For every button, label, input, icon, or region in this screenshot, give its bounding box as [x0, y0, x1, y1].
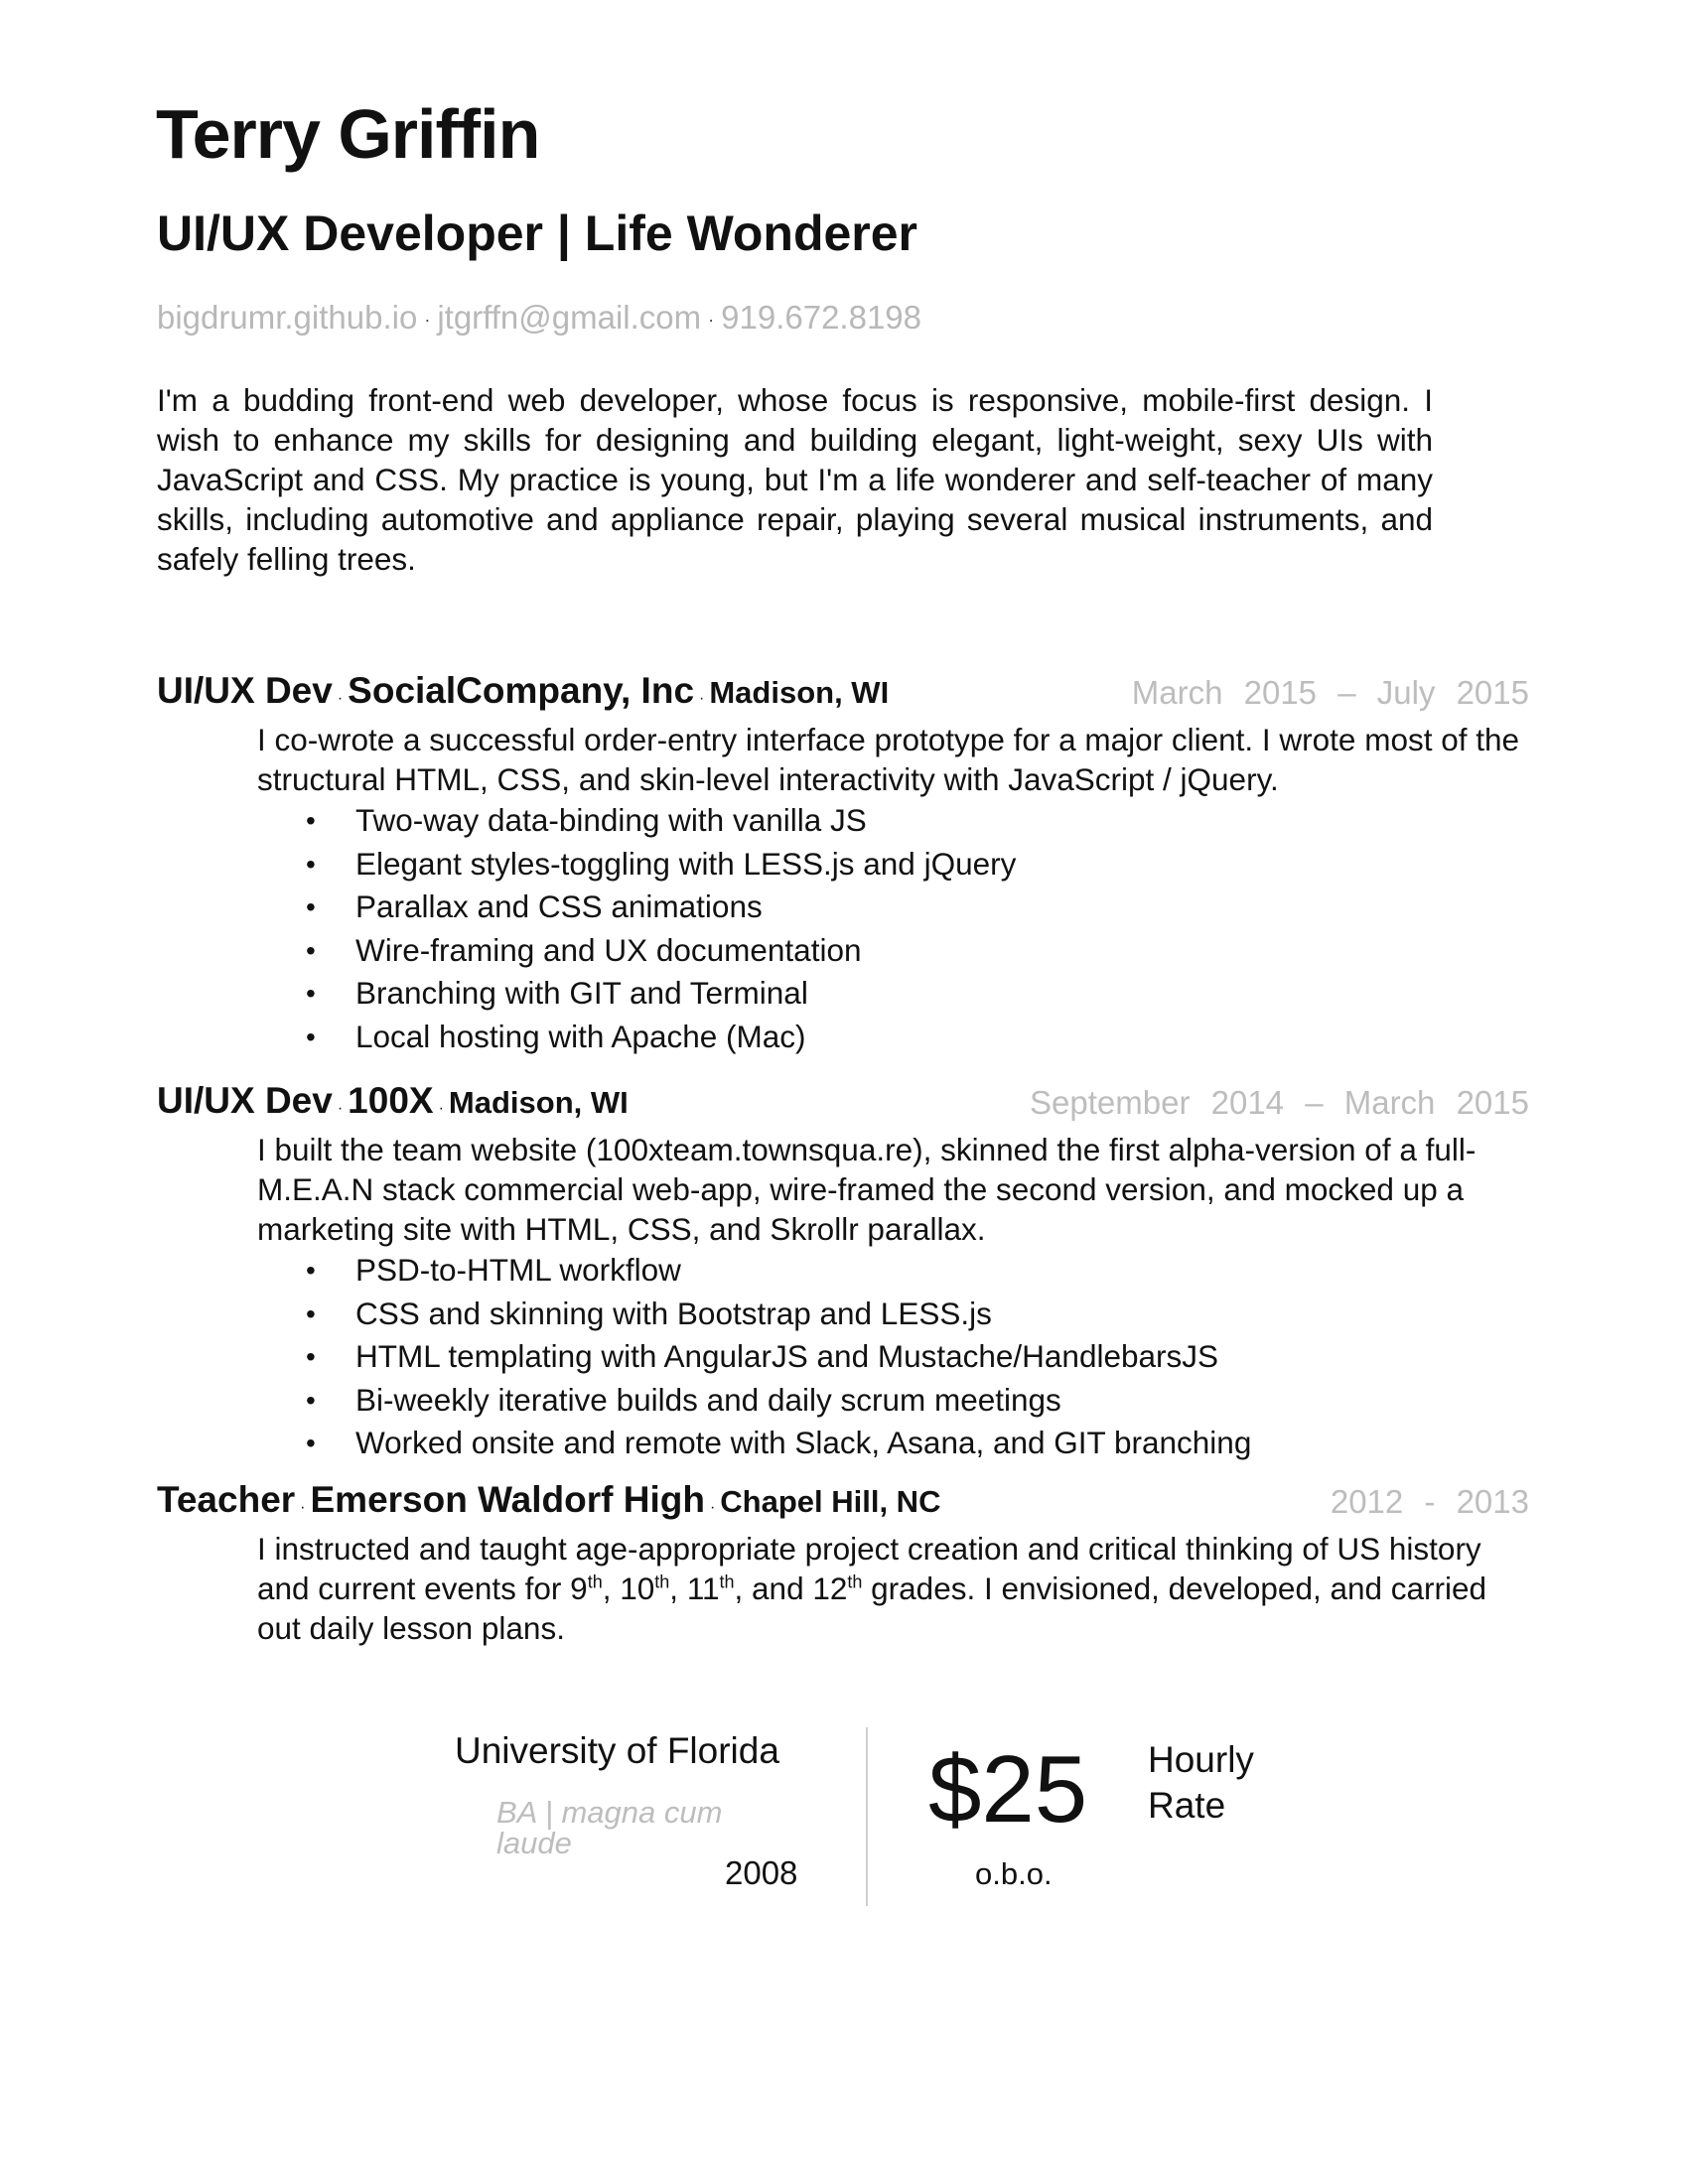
job-entry	[157, 670, 1529, 1058]
header-separator: ·	[300, 1498, 306, 1516]
phone-number: 919.672.8198	[721, 299, 922, 336]
job-role: Teacher	[157, 1479, 296, 1520]
education-year: 2008	[725, 1854, 798, 1891]
job-dates: September 2014 – March 2015	[1030, 1084, 1529, 1121]
list-item: • Branching with GIT and Terminal	[306, 972, 1529, 1016]
job-role: UI/UX Dev	[157, 1080, 333, 1121]
header-separator: ·	[699, 689, 705, 707]
job-header	[157, 1080, 1529, 1128]
list-item: • PSD-to-HTML workflow	[306, 1249, 1529, 1293]
job-bullets	[306, 799, 1529, 1058]
header-separator: ·	[337, 1099, 344, 1117]
header-separator: ·	[709, 1498, 716, 1516]
header-separator: ·	[337, 689, 344, 707]
education-degree: BA | magna cum laude	[496, 1795, 723, 1860]
list-item: • Parallax and CSS animations	[306, 886, 1529, 929]
hourly-rate-amount: $25	[928, 1736, 1088, 1843]
contact-separator: ·	[708, 310, 715, 331]
list-item: • HTML templating with AngularJS and Mustache/HandlebarsJS	[306, 1335, 1529, 1379]
website-link[interactable]: bigdrumr.github.io	[157, 299, 418, 336]
job-entry	[157, 1080, 1529, 1465]
list-item: • CSS and skinning with Bootstrap and LESS.js	[306, 1293, 1529, 1336]
job-description: I co-wrote a successful order-entry interface prototype for a major client. I wrote most of the structural HTML, CSS, and skin-level interactivity with JavaScript / jQuery.	[257, 722, 1520, 797]
contact-line	[157, 301, 921, 334]
rate-note: o.b.o.	[975, 1856, 1053, 1891]
job-description: I built the team website (100xteam.townsqua.re), skinned the first alpha-version of a full-M.E.A.N stack commercial web-app, wire-framed the second version, and mocked up a marketing site with HTML, CSS, and Skrollr parallax.	[257, 1132, 1477, 1247]
job-company: Emerson Waldorf High	[310, 1479, 705, 1520]
list-item: • Worked onsite and remote with Slack, Asana, and GIT branching	[306, 1422, 1529, 1465]
header-separator: ·	[438, 1099, 444, 1117]
list-item: • Two-way data-binding with vanilla JS	[306, 799, 1529, 843]
job-bullets	[306, 1249, 1529, 1465]
hourly-rate-label: Hourly Rate	[1148, 1739, 1254, 1826]
job-location: Madison, WI	[709, 675, 890, 710]
contact-separator: ·	[424, 310, 431, 331]
section-divider	[866, 1727, 868, 1906]
list-item: • Bi-weekly iterative builds and daily scrum meetings	[306, 1379, 1529, 1423]
job-role: UI/UX Dev	[157, 670, 333, 711]
education-school: University of Florida	[455, 1730, 779, 1771]
list-item: • Elegant styles-toggling with LESS.js and jQuery	[306, 843, 1529, 887]
job-location: Chapel Hill, NC	[720, 1484, 941, 1519]
job-dates: 2012 - 2013	[1330, 1483, 1529, 1520]
job-title: UI/UX Developer | Life Wonderer	[157, 205, 918, 261]
job-header	[157, 670, 1529, 718]
summary-paragraph: I'm a budding front-end web developer, whose focus is responsive, mobile-first design. I wish to enhance my skills for designing and building elegant, light-weight, sexy UIs with JavaScript and CSS. My practice is young, but I'm a life wonderer and self-teacher of many skills, including automotive and appliance repair, playing several musical instruments, and safely felling trees.	[157, 382, 1433, 577]
job-entry	[157, 1479, 1529, 1648]
job-location: Madison, WI	[448, 1085, 629, 1120]
job-header	[157, 1479, 1529, 1527]
list-item: • Local hosting with Apache (Mac)	[306, 1016, 1529, 1059]
job-description: I instructed and taught age-appropriate project creation and critical thinking of US history and current events for 9th, 10th, 11th, and 12th grades. I envisioned, developed, and carried out daily lesson plans.	[257, 1531, 1487, 1646]
list-item: • Wire-framing and UX documentation	[306, 929, 1529, 973]
candidate-name: Terry Griffin	[156, 95, 540, 173]
job-dates: March 2015 – July 2015	[1131, 674, 1529, 711]
job-company: SocialCompany, Inc	[348, 670, 695, 711]
email-link[interactable]: jtgrffn@gmail.com	[437, 299, 702, 336]
job-company: 100X	[348, 1080, 434, 1121]
